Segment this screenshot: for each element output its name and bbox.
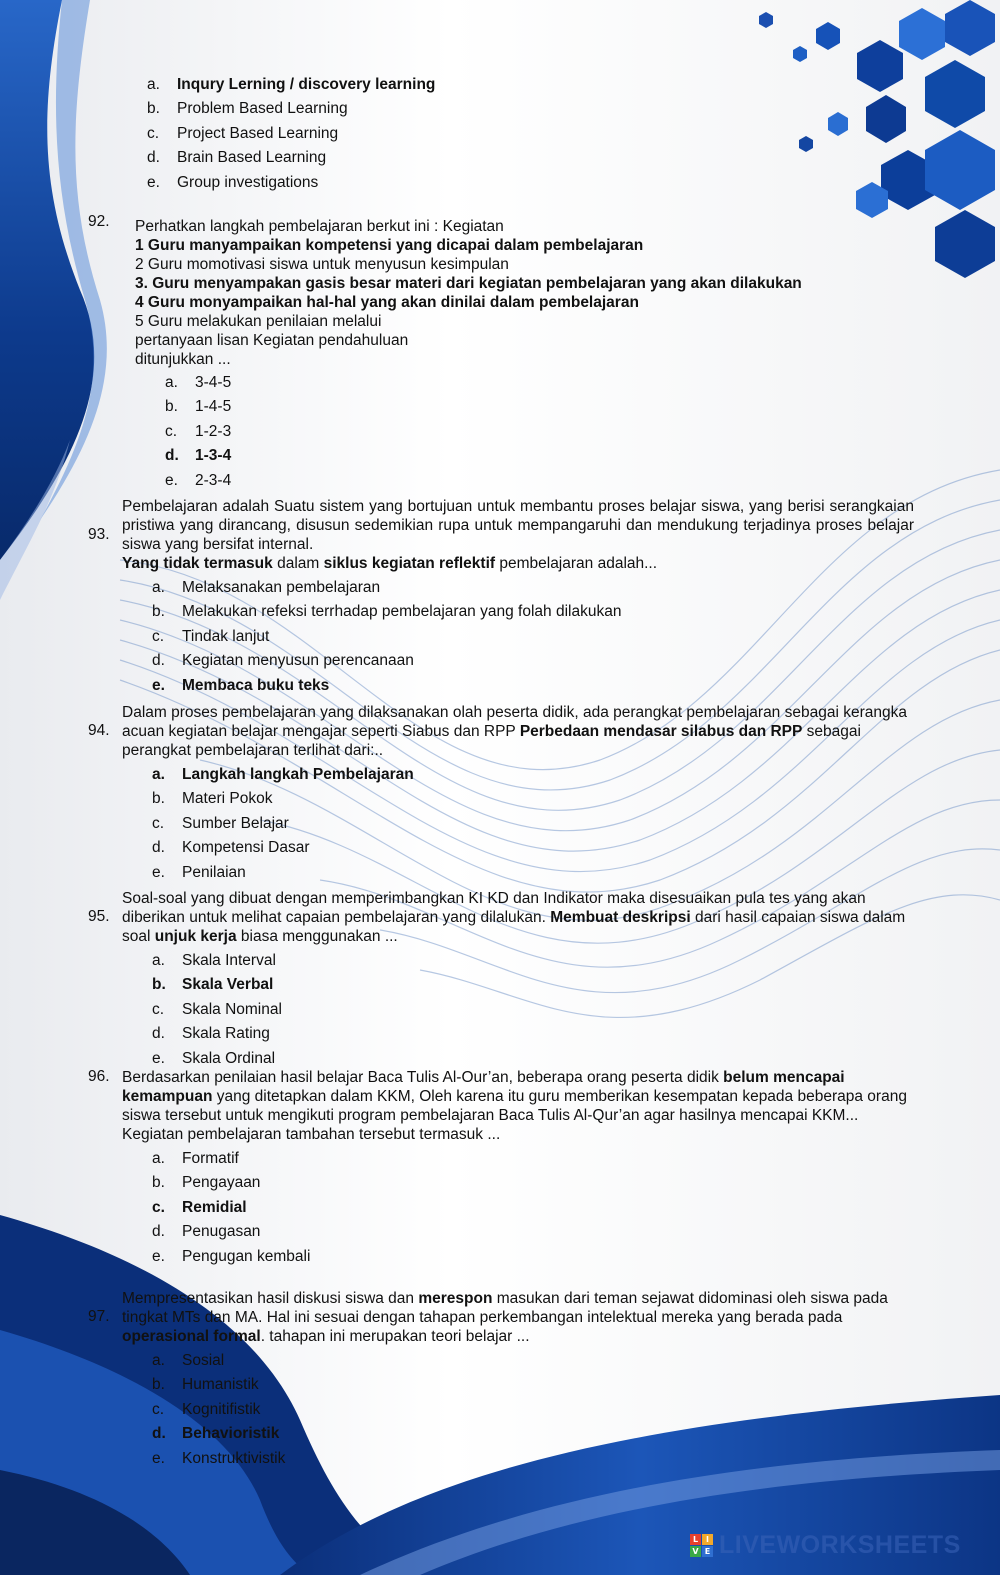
option-row[interactable]: a. Langkah langkah Pembelajaran: [152, 765, 414, 783]
option-list: [152, 762, 934, 885]
option-row[interactable]: e. 2-3-4: [165, 471, 232, 489]
option-row[interactable]: e. Membaca buku teks: [152, 676, 330, 694]
option-row[interactable]: d. Penugasan: [152, 1223, 261, 1241]
option-row[interactable]: b. 1-4-5: [165, 398, 232, 416]
logo-badge-icon: L I V E: [690, 1534, 713, 1557]
liveworksheets-logo: [690, 1531, 961, 1560]
option-row[interactable]: e. Group investigations: [147, 173, 319, 191]
option-row[interactable]: b. Materi Pokok: [152, 790, 273, 808]
option-row[interactable]: b. Melakukan refeksi terrhadap pembelajaran yang folah dilakukan: [152, 603, 622, 621]
option-row[interactable]: e. Penilaian: [152, 863, 246, 881]
option-row[interactable]: a. Sosial: [152, 1351, 225, 1369]
option-row[interactable]: d. 1-3-4: [165, 447, 232, 465]
question-91-options: [147, 72, 547, 195]
option-row[interactable]: c. Kognitifistik: [152, 1400, 261, 1418]
option-row[interactable]: e. Skala Ordinal: [152, 1049, 276, 1067]
question-stem: Dalam proses pembelajaran yang dilaksanakan olah peserta didik, ada perangkat pembelajaran sebagai kerangka acuan kegiatan belajar mengajar seperti Siabus dan RPP Perbedaan mendasar silabus dan RPP sebagai perangkat pembelajaran terlihat dari:..: [122, 704, 907, 759]
option-row[interactable]: b. Pengayaan: [152, 1174, 261, 1192]
question-stem: Pembelajaran adalah Suatu sistem yang bortujuan untuk membantu proses belajar siswa, yang berisi serangkaian pristiwa yang dirancang, disusun sedemikian rupa untuk mempangaruhi dan mendukung terjadinya proses belajar siswa yang bersifat internal. Yang tidak termasuk dalam siklus kegiatan reflektif pembelajaran adalah...: [122, 498, 914, 572]
question-94: [122, 703, 934, 885]
question-95: [122, 889, 927, 1071]
option-row[interactable]: c. Remidial: [152, 1198, 247, 1216]
option-row[interactable]: c. Tindak lanjut: [152, 627, 270, 645]
question-stem: Mempresentasikan hasil diskusi siswa dan merespon masukan dari teman sejawat didominasi oleh siswa pada tingkat MTs dan MA. Hal ini sesuai dengan tahapan perkembangan intelektual mereka yang berada pada operasional formal. tahapan ini merupakan teori belajar ...: [122, 1290, 888, 1345]
option-list: [152, 1348, 917, 1471]
option-row[interactable]: d. Skala Rating: [152, 1025, 270, 1043]
question-93: [122, 497, 914, 698]
option-row[interactable]: d. Kompetensi Dasar: [152, 839, 310, 857]
option-row[interactable]: c. Project Based Learning: [147, 124, 339, 142]
option-list: [152, 948, 927, 1071]
option-row[interactable]: a. 3-4-5: [165, 373, 232, 391]
option-list: [152, 1146, 917, 1269]
question-96: [122, 1068, 917, 1269]
option-row[interactable]: a. Inqury Lerning / discovery learning: [147, 75, 436, 93]
question-number: 95.: [88, 908, 110, 925]
question-97: [122, 1289, 917, 1471]
option-row[interactable]: c. Sumber Belajar: [152, 814, 289, 832]
question-number: 97.: [88, 1308, 110, 1325]
logo-text: LIVEWORKSHEETS: [719, 1531, 961, 1559]
option-row[interactable]: c. 1-2-3: [165, 422, 232, 440]
question-number: 94.: [88, 722, 110, 739]
option-row[interactable]: d. Behavioristik: [152, 1425, 280, 1443]
question-number: 92.: [88, 213, 110, 230]
option-list: [152, 575, 914, 698]
option-row[interactable]: b. Humanistik: [152, 1376, 259, 1394]
option-row[interactable]: b. Problem Based Learning: [147, 100, 348, 118]
question-number: 93.: [88, 526, 110, 543]
option-row[interactable]: a. Formatif: [152, 1149, 239, 1167]
option-row[interactable]: e. Konstruktivistik: [152, 1449, 286, 1467]
question-92: [135, 217, 895, 369]
option-row[interactable]: c. Skala Nominal: [152, 1000, 282, 1018]
option-row[interactable]: e. Pengugan kembali: [152, 1247, 311, 1265]
question-stem: Berdasarkan penilaian hasil belajar Baca Tulis Al-Our’an, beberapa orang peserta didik belum mencapai kemampuan yang ditetapkan dalam KKM, Oleh karena itu guru memberikan kesempatan kepada beberapa orang siswa tersebut untuk mengikuti program pembelajaran Baca Tulis Al-Qur’an agar hasilnya mencapai KKM... Kegiatan pembelajaran tambahan tersebut termasuk ...: [122, 1069, 907, 1143]
question-92-options: [165, 370, 465, 493]
option-row[interactable]: b. Skala Verbal: [152, 976, 274, 994]
option-row[interactable]: a. Melaksanakan pembelajaran: [152, 578, 381, 596]
question-number: 96.: [88, 1068, 110, 1085]
question-stem: Perhatkan langkah pembelajaran berkut ini : Kegiatan 1 Guru manyampaikan kompetensi yang dicapai dalam pembelajaran 2 Guru momotivasi siswa untuk menyusun kesimpulan 3. Guru menyampakan gasis besar materi dari kegiatan pembelajaran yang akan dilakukan 4 Guru monyampaikan hal-hal yang akan dinilai dalam pembelajaran 5 Guru melakukan penilaian melalui pertanyaan lisan Kegiatan pendahuluan ditunjukkan ...: [135, 218, 802, 368]
option-row[interactable]: a. Skala Interval: [152, 951, 276, 969]
question-stem: Soal-soal yang dibuat dengan memperimbangkan KI KD dan Indikator maka disesuaikan pula tes yang akan diberikan untuk melihat capaian pembelajaran yang dilalukan. Membuat deskripsi dari hasil capaian siswa dalam soal unjuk kerja biasa menggunakan ...: [122, 890, 906, 945]
option-row[interactable]: d. Brain Based Learning: [147, 149, 327, 167]
option-row[interactable]: d. Kegiatan menyusun perencanaan: [152, 652, 414, 670]
